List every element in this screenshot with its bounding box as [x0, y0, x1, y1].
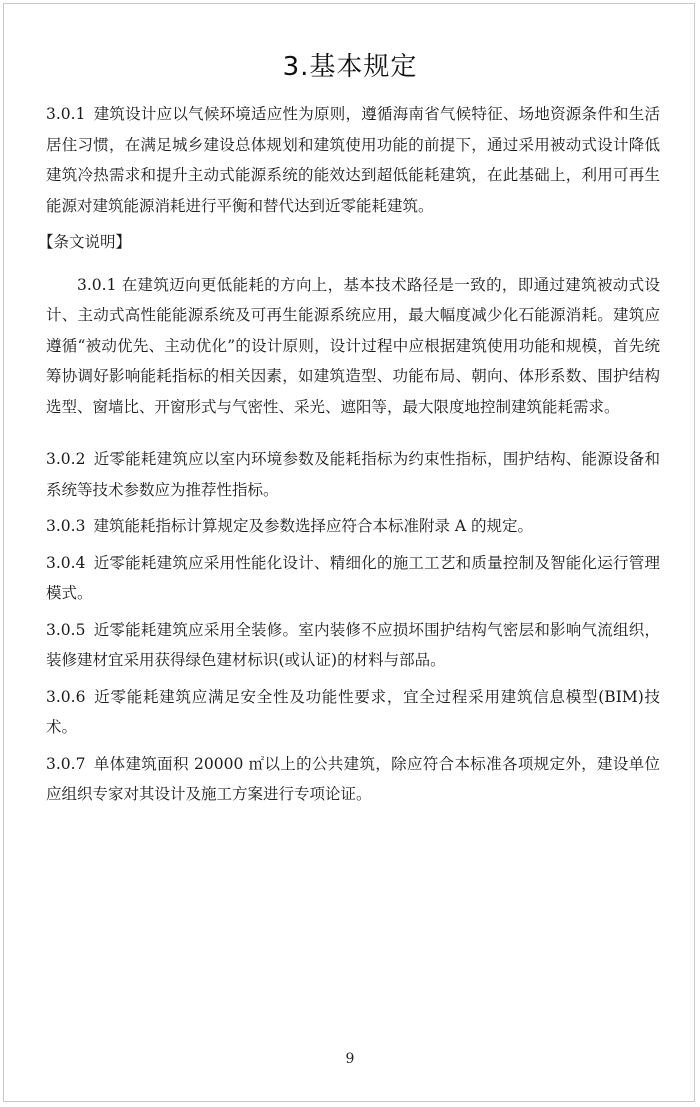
clause-text: 建筑能耗指标计算规定及参数选择应符合本标准附录 A 的规定。	[93, 517, 534, 535]
clause-number: 3.0.5	[46, 620, 86, 639]
clause-number: 3.0.3	[46, 517, 86, 535]
clause-number: 3.0.7	[46, 754, 86, 773]
clause-text: 近零能耗建筑应采用性能化设计、精细化的施工工艺和质量控制及智能化运行管理模式。	[46, 553, 660, 602]
clause-number: 3.0.6	[46, 687, 86, 706]
clause-3-0-1	[46, 99, 660, 221]
clause-number: 3.0.4	[46, 553, 86, 572]
clause-3-0-6	[46, 682, 660, 743]
clause-text: 近零能耗建筑应以室内环境参数及能耗指标为约束性指标，围护结构、能源设备和系统等技术参数应为推荐性指标。	[46, 450, 660, 499]
clause-3-0-5	[46, 615, 660, 676]
clause-number: 3.0.2	[46, 450, 86, 468]
explanation-body: 3.0.1 在建筑迈向更低能耗的方向上，基本技术路径是一致的，即通过建筑被动式设计、主动式高性能能源系统及可再生能源系统应用，最大幅度减少化石能源消耗。建筑应遵循“被动优先、主动优化”的设计原则，设计过程中应根据建筑使用功能和规模，首先统筹协调好影响能耗指标的相关因素，如建筑造型、功能布局、朝向、体形系数、围护结构选型、窗墙比、开窗形式与气密性、采光、遮阳等，最大限度地控制建筑能耗需求。	[46, 275, 660, 416]
clause-3-0-7	[46, 749, 660, 810]
clause-text: 近零能耗建筑应满足安全性及功能性要求，宜全过程采用建筑信息模型(BIM)技术。	[46, 687, 660, 736]
clause-text: 建筑设计应以气候环境适应性为原则，遵循海南省气候特征、场地资源条件和生活居住习惯，在满足城乡建设总体规划和建筑使用功能的前提下，通过采用被动式设计降低建筑冷热需求和提升主动式能源系统的能效达到超低能耗建筑，在此基础上，利用可再生能源对建筑能源消耗进行平衡和替代达到近零能耗建筑。	[46, 105, 660, 215]
document-body	[38, 99, 660, 816]
clause-3-0-3	[46, 511, 660, 542]
clause-text: 单体建筑面积 20000 ㎡以上的公共建筑，除应符合本标准各项规定外，建设单位应组织专家对其设计及施工方案进行专项论证。	[46, 754, 660, 803]
page-number: 9	[345, 1051, 355, 1067]
clause-3-0-2	[46, 444, 660, 505]
explanation-heading: 【条文说明】	[38, 233, 132, 251]
section-title: 3.基本规定	[282, 52, 418, 82]
clause-number: 3.0.1	[46, 105, 86, 123]
clause-3-0-4	[46, 548, 660, 609]
clause-text: 近零能耗建筑应采用全装修。室内装修不应损坏围护结构气密层和影响气流组织，装修建材宜采用获得绿色建材标识(或认证)的材料与部品。	[46, 620, 660, 669]
